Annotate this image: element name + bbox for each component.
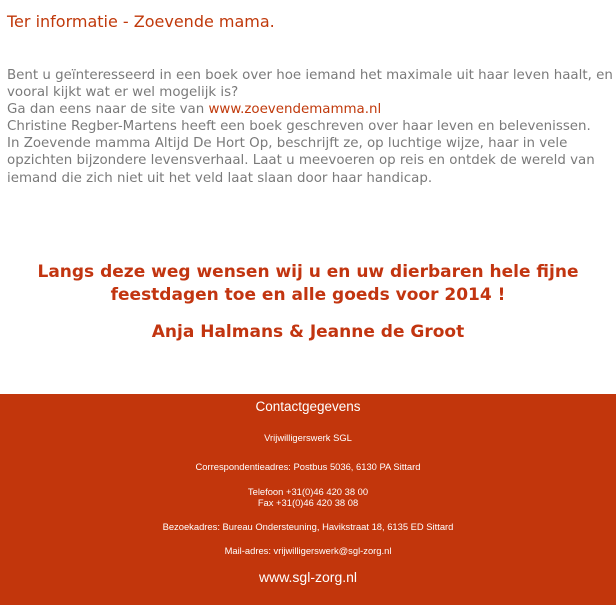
intro-link-line <box>7 101 613 118</box>
footer-title: Contactgegevens <box>255 399 361 414</box>
intro-description: In Zoevende mamma Altijd De Hort Op, beschrijft ze, op luchtige wijze, haar in vele opzichten bijzondere levensverhaal. Laat u meevoeren op reis en ontdek de wereld van iemand die zich niet uit het veld laat slaan door haar handicap. <box>7 136 595 186</box>
footer-website-link[interactable]: www.sgl-zorg.nl <box>258 569 358 585</box>
zoevendemamma-link[interactable]: www.zoevendemamma.nl <box>208 102 382 118</box>
page-title: Ter informatie - Zoevende mama. <box>7 12 275 31</box>
contact-footer <box>0 394 616 605</box>
signature: Anja Halmans & Jeanne de Groot <box>151 322 465 342</box>
footer-fax: Fax +31(0)46 420 38 08 <box>257 497 359 508</box>
holiday-wish <box>0 261 616 307</box>
footer-visit-address: Bezoekadres: Bureau Ondersteuning, Havikstraat 18, 6135 ED Sittard <box>162 521 454 532</box>
intro-author-line: Christine Regber-Martens heeft een boek geschreven over haar leven en belevenissen. <box>7 119 591 135</box>
intro-link-prefix: Ga dan eens naar de site van <box>7 102 209 118</box>
footer-mail-address[interactable]: Mail-adres: vrijwilligerswerk@sgl-zorg.nl <box>224 545 392 556</box>
intro-question: Bent u geïnteresseerd in een boek over hoe iemand het maximale uit haar leven haalt, en vooral kijkt wat er wel mogelijk is? <box>7 68 613 101</box>
footer-correspondence-address: Correspondentieadres: Postbus 5036, 6130 PA Sittard <box>195 461 421 472</box>
footer-organisation: Vrijwilligerswerk SGL <box>264 432 352 443</box>
footer-phone: Telefoon +31(0)46 420 38 00 <box>247 486 369 497</box>
holiday-wish-line-1: Langs deze weg wensen wij u en uw dierbaren hele fijne <box>37 262 579 282</box>
holiday-wish-line-2: feestdagen toe en alle goeds voor 2014 ! <box>110 285 506 305</box>
intro-text <box>7 67 613 187</box>
